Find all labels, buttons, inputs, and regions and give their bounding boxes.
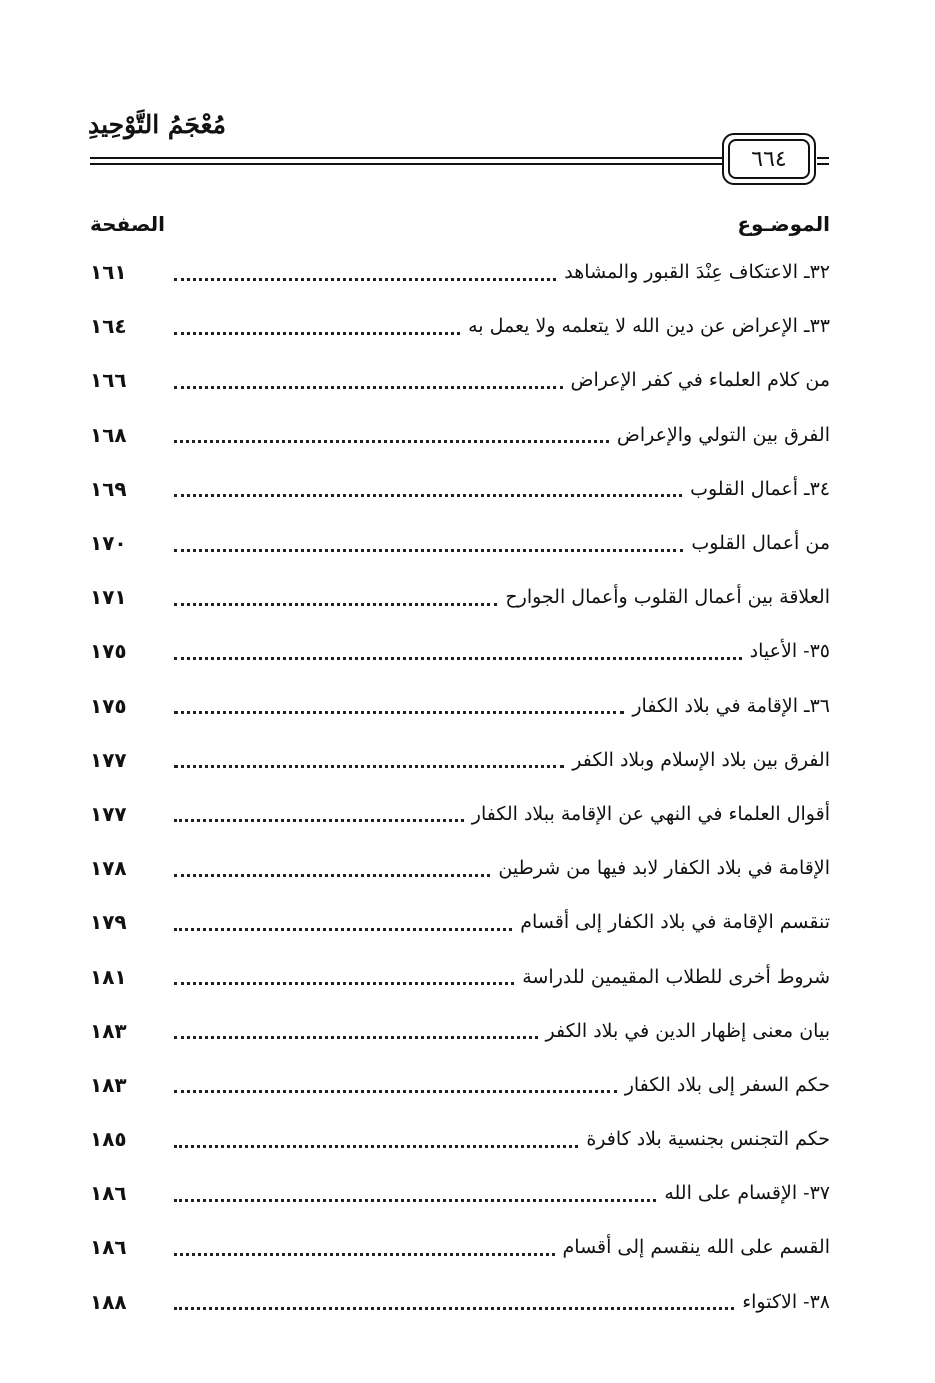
book-title: مُعْجَمُ التَّوْحِيدِ (88, 110, 227, 139)
toc-topic: الإقامة في بلاد الكفار لابد فيها من شرطين (498, 857, 830, 880)
toc-entry (90, 299, 830, 353)
dot-leader (174, 1199, 656, 1202)
toc-topic: ٣٢ـ الاعتكاف عِنْدَ القبور والمشاهد (564, 261, 830, 284)
toc-entry (90, 841, 830, 895)
dot-leader (174, 278, 556, 281)
dot-leader (174, 386, 563, 389)
dot-leader (174, 982, 514, 985)
toc-topic: من أعمال القلوب (691, 532, 830, 555)
toc-entry (90, 353, 830, 407)
toc-entry (90, 1004, 830, 1058)
toc-topic: ٣٤ـ أعمال القلوب (690, 477, 830, 500)
toc-entry (90, 679, 830, 733)
toc-page-number: ١٧٧ (90, 747, 127, 772)
dot-leader (174, 332, 460, 335)
header-rule-bottom (90, 163, 723, 165)
toc-topic: أقوال العلماء في النهي عن الإقامة ببلاد الكفار (471, 802, 830, 825)
toc-entry (90, 516, 830, 570)
toc-page-number: ١٦٩ (90, 476, 127, 501)
toc-entry (90, 1112, 830, 1166)
toc-page-number: ١٧٥ (90, 693, 127, 718)
page-column-header: الصفحة (90, 212, 166, 236)
toc-entry (90, 895, 830, 949)
toc-page-number: ١٧٩ (90, 910, 127, 935)
toc-page-number: ١٦١ (90, 260, 127, 285)
toc-topic: ٣٣ـ الإعراض عن دين الله لا يتعلمه ولا يعمل به (468, 315, 830, 338)
toc-page-number: ١٦٨ (90, 422, 127, 447)
toc-topic: تنقسم الإقامة في بلاد الكفار إلى أقسام (520, 911, 830, 934)
dot-leader (174, 440, 609, 443)
toc-topic: الفرق بين بلاد الإسلام وبلاد الكفر (572, 748, 830, 771)
header-rule-top (90, 157, 723, 159)
toc-topic: الفرق بين التولي والإعراض (616, 423, 830, 446)
page-number: ٦٦٤ (728, 139, 810, 179)
toc-page-number: ١٨٣ (90, 1072, 127, 1097)
toc-entry (90, 408, 830, 462)
toc-entry (90, 624, 830, 678)
page-number-frame (722, 133, 816, 185)
toc-topic: القسم على الله ينقسم إلى أقسام (562, 1236, 830, 1259)
toc-page-number: ١٨٦ (90, 1181, 127, 1206)
toc-page-number: ١٦٤ (90, 314, 127, 339)
toc-page-number: ١٦٦ (90, 368, 127, 393)
toc-entry (90, 570, 830, 624)
toc-entry (90, 245, 830, 299)
toc-topic: حكم السفر إلى بلاد الكفار (624, 1073, 830, 1096)
header-rule-right-bottom (817, 163, 829, 165)
toc-page-number: ١٧٨ (90, 856, 127, 881)
dot-leader (174, 711, 624, 714)
dot-leader (174, 1145, 578, 1148)
toc-page-number: ١٨٦ (90, 1235, 127, 1260)
toc-entry (90, 1275, 830, 1329)
toc-page-number: ١٨٥ (90, 1127, 127, 1152)
toc-page-number: ١٧١ (90, 585, 127, 610)
toc-topic: حكم التجنس بجنسية بلاد كافرة (586, 1128, 830, 1151)
toc-topic: ٣٥- الأعياد (749, 640, 830, 663)
toc-page-number: ١٨٨ (90, 1289, 127, 1314)
dot-leader (174, 765, 564, 768)
toc-entry (90, 787, 830, 841)
dot-leader (174, 603, 497, 606)
toc-entry (90, 1058, 830, 1112)
toc-topic: العلاقة بين أعمال القلوب وأعمال الجوارح (505, 586, 830, 609)
dot-leader (174, 819, 464, 822)
toc-page-number: ١٨١ (90, 964, 127, 989)
toc-topic: بيان معنى إظهار الدين في بلاد الكفر (545, 1019, 830, 1042)
dot-leader (174, 1090, 617, 1093)
dot-leader (174, 494, 682, 497)
dot-leader (174, 549, 683, 552)
toc-topic: ٣٨- الاكتواء (742, 1290, 830, 1313)
toc-entry (90, 1220, 830, 1274)
toc-page-number: ١٧٥ (90, 639, 127, 664)
dot-leader (174, 928, 512, 931)
toc-topic: ٣٧- الإقسام على الله (664, 1182, 830, 1205)
toc-entry (90, 462, 830, 516)
dot-leader (174, 1036, 538, 1039)
toc-entry (90, 1166, 830, 1220)
dot-leader (174, 1307, 734, 1310)
topic-column-header: الموضـوع (737, 212, 830, 236)
toc-topic: من كلام العلماء في كفر الإعراض (570, 369, 830, 392)
toc-page-number: ١٧٠ (90, 531, 127, 556)
toc-entry (90, 733, 830, 787)
toc-page-number: ١٧٧ (90, 801, 127, 826)
toc-topic: ٣٦ـ الإقامة في بلاد الكفار (632, 694, 830, 717)
toc-page-number: ١٨٣ (90, 1018, 127, 1043)
dot-leader (174, 874, 490, 877)
dot-leader (174, 1253, 555, 1256)
toc-entry (90, 949, 830, 1003)
header-rule-right-top (817, 157, 829, 159)
dot-leader (174, 657, 742, 660)
table-of-contents (90, 245, 830, 1329)
toc-topic: شروط أخرى للطلاب المقيمين للدراسة (522, 965, 830, 988)
